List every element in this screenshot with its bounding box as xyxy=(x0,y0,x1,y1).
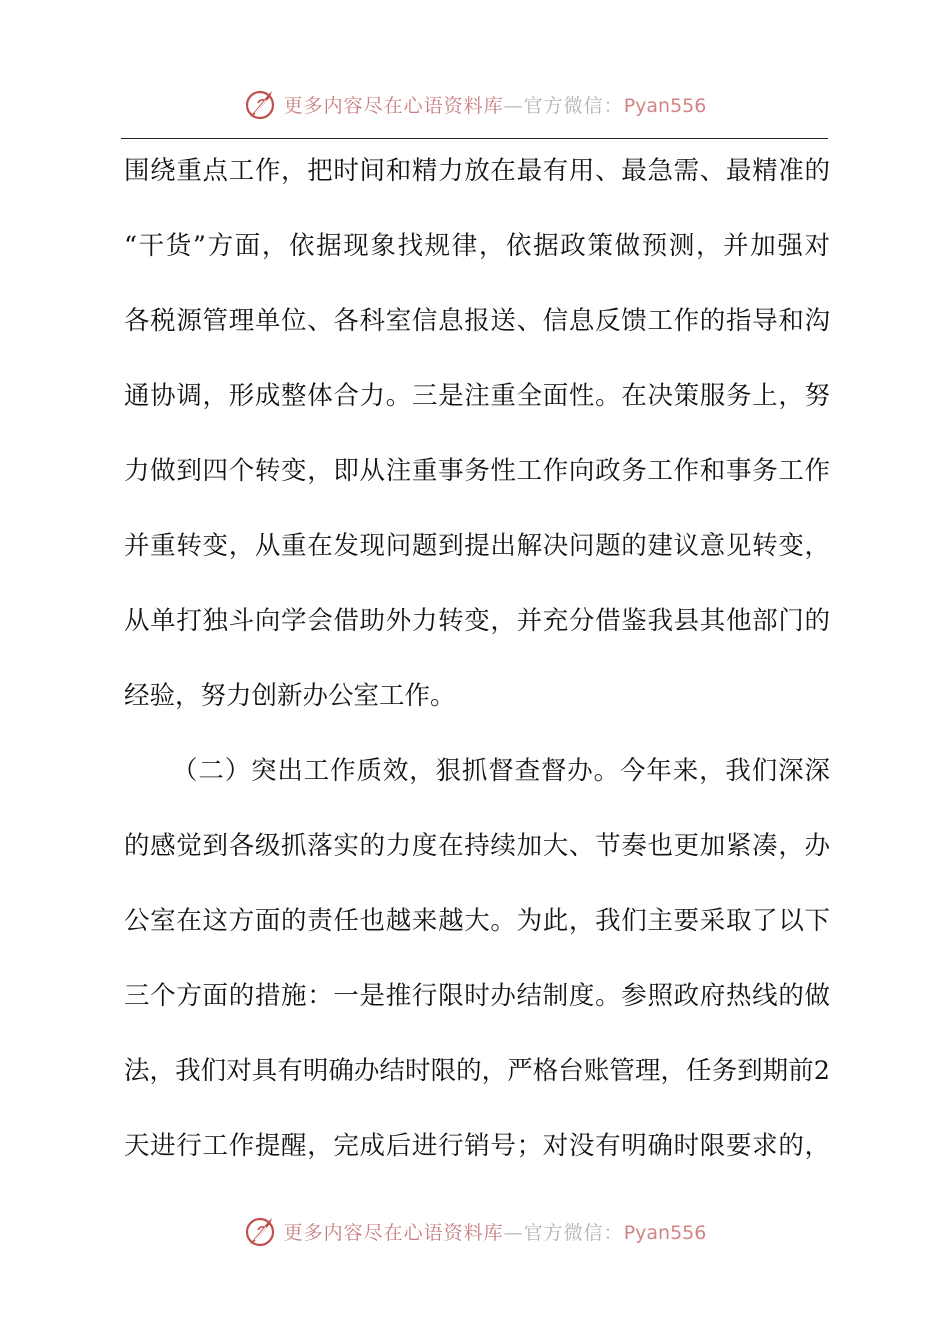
footer-brand-text: 更多内容尽在心语资料库 xyxy=(283,1221,504,1244)
document-body xyxy=(124,134,830,1184)
footer-wechat-id: Pyan556 xyxy=(623,1221,707,1244)
footer-dash: — xyxy=(503,1221,524,1244)
body-line: 并重转变，从重在发现问题到提出解决问题的建议意见转变， xyxy=(124,531,830,561)
body-line: 各税源管理单位、各科室信息报送、信息反馈工作的指导和沟 xyxy=(124,306,830,336)
header-dash: — xyxy=(503,94,524,117)
header-wechat-label: 官方微信： xyxy=(523,94,624,117)
footer-banner xyxy=(0,1211,950,1251)
body-line: 围绕重点工作，把时间和精力放在最有用、最急需、最精准的 xyxy=(124,156,830,186)
body-line: 从单打独斗向学会借助外力转变，并充分借鉴我县其他部门的 xyxy=(124,606,830,636)
body-line: 法，我们对具有明确办结时限的，严格台账管理，任务到期前2 xyxy=(124,1056,830,1086)
body-line: 力做到四个转变，即从注重事务性工作向政务工作和事务工作 xyxy=(124,456,830,486)
header-wechat-id: Pyan556 xyxy=(623,94,707,117)
footer-wechat-label: 官方微信： xyxy=(523,1221,624,1244)
body-line: 通协调，形成整体合力。三是注重全面性。在决策服务上，努 xyxy=(124,381,830,411)
body-line: 的感觉到各级抓落实的力度在持续加大、节奏也更加紧凑，办 xyxy=(124,831,830,861)
header-brand-text: 更多内容尽在心语资料库 xyxy=(283,94,504,117)
body-line: “干货”方面，依据现象找规律，依据政策做预测，并加强对 xyxy=(124,231,830,261)
quill-logo-icon xyxy=(244,1214,278,1248)
body-line: 天进行工作提醒，完成后进行销号；对没有明确时限要求的， xyxy=(124,1131,830,1161)
body-line: 公室在这方面的责任也越来越大。为此，我们主要采取了以下 xyxy=(124,906,830,936)
header-banner-text xyxy=(284,91,707,118)
body-line-paragraph-end: 经验，努力创新办公室工作。 xyxy=(124,681,456,711)
body-line-section-heading: （二）突出工作质效，狠抓督查督办。今年来，我们深深 xyxy=(172,756,830,786)
footer-banner-text xyxy=(284,1218,707,1245)
body-line: 三个方面的措施：一是推行限时办结制度。参照政府热线的做 xyxy=(124,981,830,1011)
header-banner xyxy=(0,84,950,124)
quill-logo-icon xyxy=(244,87,278,121)
